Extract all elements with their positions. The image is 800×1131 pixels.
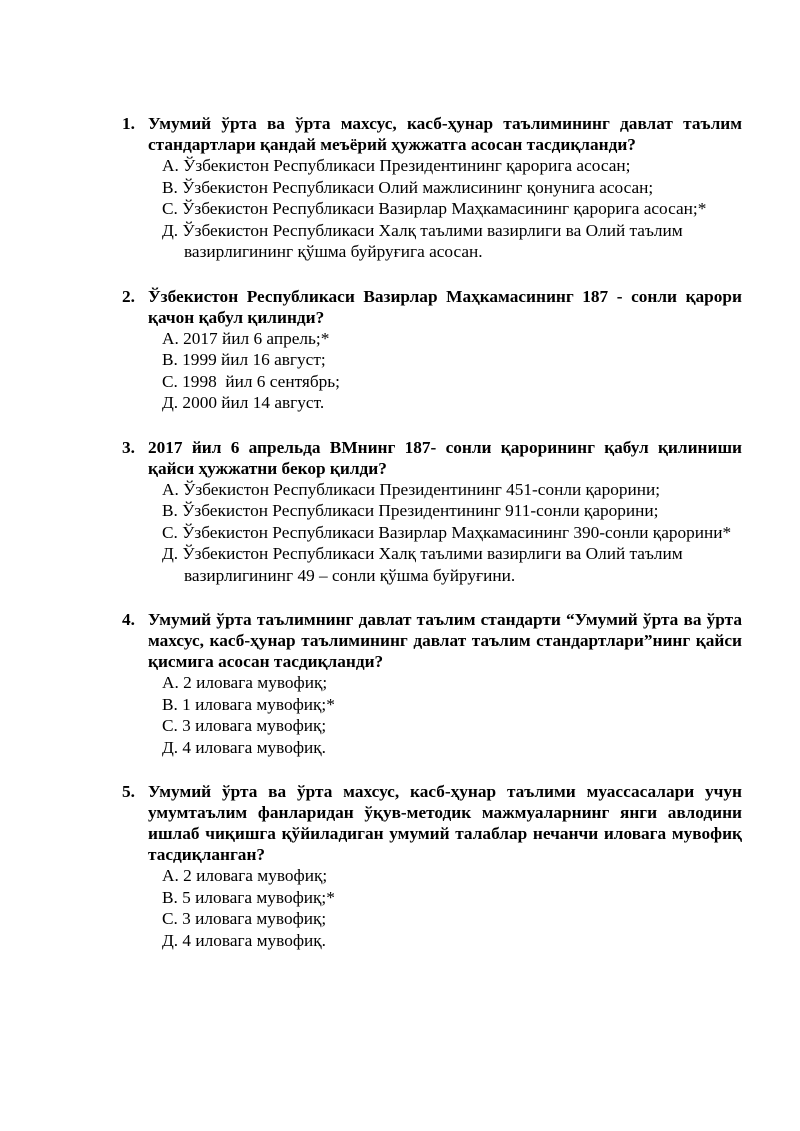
answer-list	[162, 479, 742, 587]
answer-list	[162, 328, 742, 414]
answer-option: С. Ўзбекистон Республикаси Вазирлар Маҳкамасининг қарорига асосан;*	[162, 199, 707, 218]
question-text: Умумий ўрта ва ўрта махсус, касб-ҳунар таълими муассасалари учун умумтаълим фанларидан ўқув-методик мажмуаларнинг янги авлодини ишлаб чиқишга қўйиладиган умумий талаблар нечанчи иловага мувофиқ тасдиқланган?	[148, 782, 742, 864]
answer-list	[162, 865, 742, 951]
answer-option: Д. Ўзбекистон Республикаси Халқ таълими вазирлиги ва Олий таълим вазирлигининг қўшма буйруғига асосан.	[162, 220, 683, 261]
question-1	[122, 113, 742, 263]
answer-option: Д. Ўзбекистон Республикаси Халқ таълими вазирлиги ва Олий таълим вазирлигининг 49 – сонли қўшма буйруғини.	[162, 544, 683, 585]
question-number: 1.	[122, 114, 135, 133]
answer-option: В. 1 иловага мувофиқ;*	[162, 694, 335, 714]
question-text: Ўзбекистон Республикаси Вазирлар Маҳкамасининг 187 - сонли қарори қачон қабул қилинди?	[148, 286, 742, 327]
answer-option: С. 3 иловага мувофиқ;	[162, 716, 327, 735]
answer-option: В. 5 иловага мувофиқ;*	[162, 887, 335, 907]
answer-option: А. Ўзбекистон Республикаси Президентининг қарорига асосан;	[162, 156, 631, 175]
question-text: 2017 йил 6 апрельда ВМнинг 187- сонли қарорининг қабул қилиниши қайси ҳужжатни бекор қилди?	[148, 437, 742, 478]
answer-option: С. 1998 йил 6 сентябрь;	[162, 371, 340, 391]
answer-option: А. 2 иловага мувофиқ;	[162, 866, 328, 885]
question-number: 5.	[122, 782, 135, 801]
answer-list	[162, 672, 742, 758]
answer-option: Д. 2000 йил 14 август.	[162, 393, 325, 412]
answer-option: С. 3 иловага мувофиқ;	[162, 909, 327, 928]
question-number: 4.	[122, 610, 135, 629]
question-3	[122, 437, 742, 587]
answer-option: Д. 4 иловага мувофиқ.	[162, 737, 327, 757]
question-5	[122, 781, 742, 951]
answer-option: А. 2 иловага мувофиқ;	[162, 673, 328, 692]
answer-list	[162, 155, 742, 263]
answer-option: В. Ўзбекистон Республикаси Президентининг 911-сонли қарорини;	[162, 501, 659, 520]
answer-option: А. 2017 йил 6 апрель;*	[162, 328, 330, 348]
answer-option: А. Ўзбекистон Республикаси Президентининг 451-сонли қарорини;	[162, 479, 661, 499]
answer-option: В. 1999 йил 16 август;	[162, 350, 326, 369]
question-2	[122, 286, 742, 414]
question-text: Умумий ўрта таълимнинг давлат таълим стандарти “Умумий ўрта ва ўрта махсус, касб-ҳунар таълимининг давлат таълим стандартлари”нинг қайси қисмига асосан тасдиқланди?	[148, 610, 742, 671]
answer-option: С. Ўзбекистон Республикаси Вазирлар Маҳкамасининг 390-сонли қарорини*	[162, 522, 732, 542]
question-text: Умумий ўрта ва ўрта махсус, касб-ҳунар таълимининг давлат таълим стандартлари қандай меъёрий ҳужжатга асосан тасдиқланди?	[148, 114, 742, 154]
question-number: 3.	[122, 437, 135, 457]
question-4	[122, 609, 742, 758]
answer-option: Д. 4 иловага мувофиқ.	[162, 930, 327, 950]
question-number: 2.	[122, 286, 135, 306]
answer-option: В. Ўзбекистон Республикаси Олий мажлисининг қонунига асосан;	[162, 177, 654, 197]
